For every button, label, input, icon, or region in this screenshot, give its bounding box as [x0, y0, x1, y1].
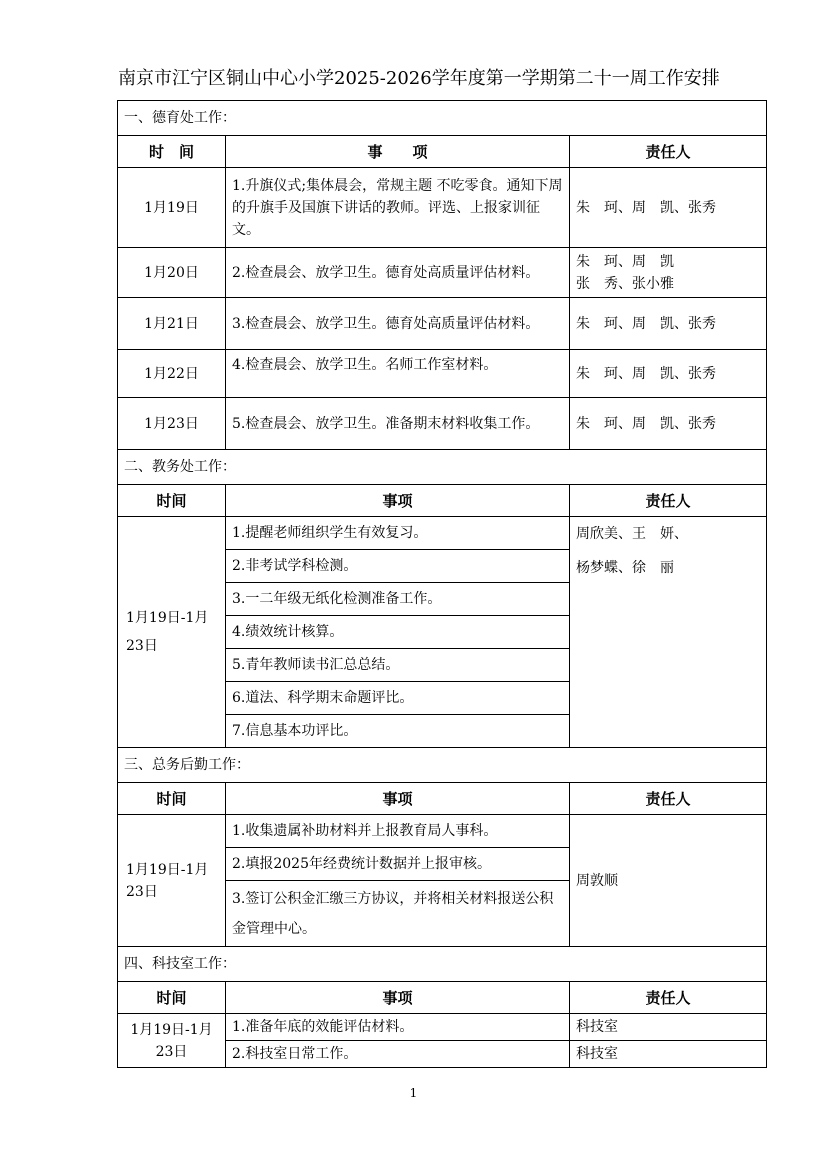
table-row — [118, 815, 767, 848]
time-cell: 1月19日-1月23日 — [118, 1014, 226, 1068]
time-cell: 1月19日 — [118, 168, 226, 248]
header-item: 事项 — [226, 783, 570, 815]
page-number: 1 — [409, 1086, 418, 1100]
table-header — [118, 136, 767, 168]
header-resp: 责任人 — [570, 982, 767, 1014]
resp-cell: 周欣美、王 妍、 杨梦蝶、徐 丽 — [570, 517, 767, 748]
header-time: 时间 — [118, 783, 226, 815]
item-cell: 2.检查晨会、放学卫生。德育处高质量评估材料。 — [226, 248, 570, 298]
item-cell: 2.填报2025年经费统计数据并上报审核。 — [226, 848, 570, 881]
header-item: 事项 — [226, 485, 570, 517]
page-title: 南京市江宁区铜山中心小学2025-2026学年度第一学期第二十一周工作安排 — [118, 68, 720, 89]
table-header — [118, 485, 767, 517]
header-resp: 责任人 — [570, 783, 767, 815]
section-heading-tech: 四、科技室工作： — [118, 947, 767, 982]
item-cell: 3.一二年级无纸化检测准备工作。 — [226, 583, 570, 616]
table-row — [118, 398, 767, 450]
item-cell: 4.绩效统计核算。 — [226, 616, 570, 649]
table-row — [118, 1014, 767, 1041]
header-item: 事 项 — [226, 136, 570, 168]
section-heading-moral: 一、德育处工作： — [118, 101, 767, 136]
section-heading-academic: 二、教务处工作： — [118, 450, 767, 485]
item-cell: 3.签订公积金汇缴三方协议，并将相关材料报送公积金管理中心。 — [226, 881, 570, 947]
item-cell: 5.青年教师读书汇总总结。 — [226, 649, 570, 682]
header-resp: 责任人 — [570, 136, 767, 168]
table-row — [118, 298, 767, 350]
item-cell: 6.道法、科学期末命题评比。 — [226, 682, 570, 715]
header-time: 时间 — [118, 982, 226, 1014]
resp-cell: 朱 珂、周 凯、张秀 — [570, 168, 767, 248]
resp-cell: 朱 珂、周 凯、张秀 — [570, 398, 767, 450]
item-cell: 2.非考试学科检测。 — [226, 550, 570, 583]
table-header — [118, 783, 767, 815]
item-cell: 5.检查晨会、放学卫生。准备期末材料收集工作。 — [226, 398, 570, 450]
item-cell: 1.收集遗属补助材料并上报教育局人事科。 — [226, 815, 570, 848]
time-cell: 1月19日-1月23日 — [118, 815, 226, 947]
resp-cell: 朱 珂、周 凯、张秀 — [570, 350, 767, 398]
header-resp: 责任人 — [570, 485, 767, 517]
header-time: 时间 — [118, 485, 226, 517]
time-cell: 1月19日-1月23日 — [118, 517, 226, 748]
item-cell: 1.提醒老师组织学生有效复习。 — [226, 517, 570, 550]
resp-cell: 朱 珂、周 凯、张秀 — [570, 298, 767, 350]
resp-cell: 朱 珂、周 凯 张 秀、张小雅 — [570, 248, 767, 298]
section-heading-logistics: 三、总务后勤工作： — [118, 748, 767, 783]
item-cell: 3.检查晨会、放学卫生。德育处高质量评估材料。 — [226, 298, 570, 350]
item-cell: 1.准备年底的效能评估材料。 — [226, 1014, 570, 1041]
header-item: 事项 — [226, 982, 570, 1014]
item-cell: 2.科技室日常工作。 — [226, 1041, 570, 1068]
table-row — [118, 517, 767, 550]
header-time: 时 间 — [118, 136, 226, 168]
item-cell: 7.信息基本功评比。 — [226, 715, 570, 748]
table-header — [118, 982, 767, 1014]
schedule-table — [117, 100, 767, 1068]
time-cell: 1月23日 — [118, 398, 226, 450]
time-cell: 1月21日 — [118, 298, 226, 350]
time-cell: 1月20日 — [118, 248, 226, 298]
resp-cell: 科技室 — [570, 1041, 767, 1068]
item-cell: 4.检查晨会、放学卫生。名师工作室材料。 — [226, 350, 570, 398]
table-row — [118, 248, 767, 298]
resp-cell: 科技室 — [570, 1014, 767, 1041]
item-cell: 1.升旗仪式;集体晨会，常规主题 不吃零食。通知下周的升旗手及国旗下讲话的教师。评选、上报家训征文。 — [226, 168, 570, 248]
time-cell: 1月22日 — [118, 350, 226, 398]
table-row — [118, 350, 767, 398]
table-row — [118, 168, 767, 248]
resp-cell: 周敦顺 — [570, 815, 767, 947]
